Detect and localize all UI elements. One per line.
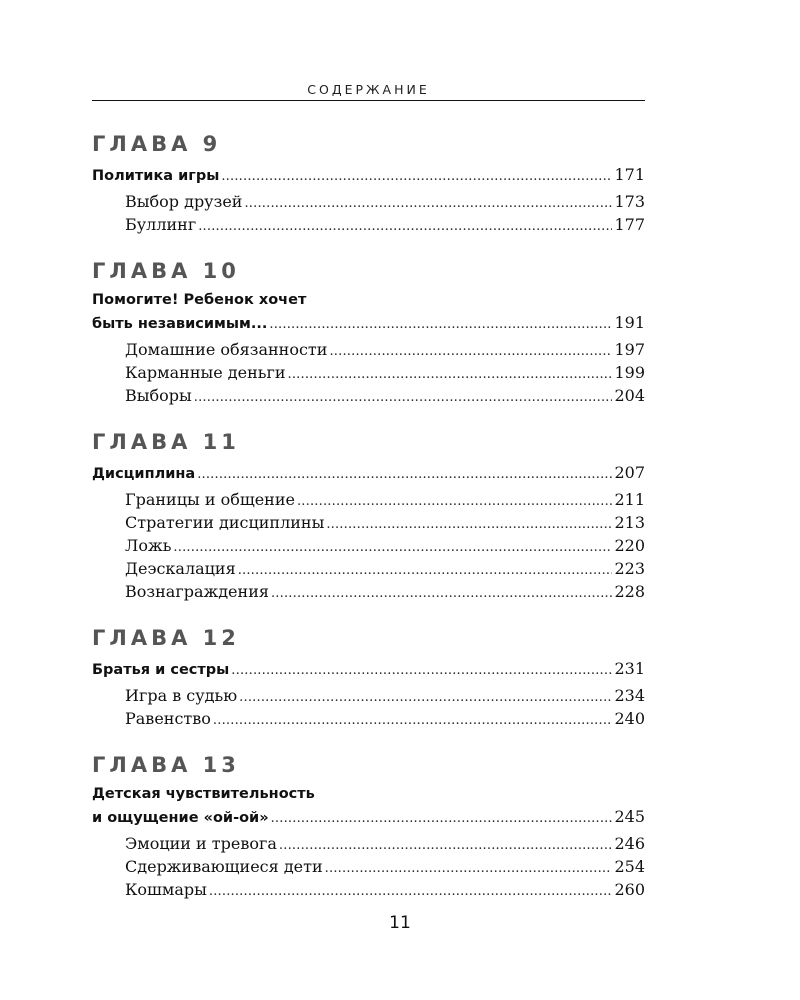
entry-page-number: 260 xyxy=(614,880,645,899)
entry-title: Деэскалация xyxy=(125,559,236,578)
entry-title: Домашние обязанности xyxy=(125,340,328,359)
entry-page-number: 231 xyxy=(614,659,645,678)
entry-page-number: 223 xyxy=(614,559,645,578)
entry-title: Братья и сестры xyxy=(92,662,230,678)
dot-leader xyxy=(173,536,612,559)
entry-page-number: 246 xyxy=(614,834,645,853)
dot-leader xyxy=(194,386,613,409)
toc-main-entry[interactable] xyxy=(92,311,645,335)
running-head: СОДЕРЖАНИЕ xyxy=(307,82,430,97)
entry-page-number: 197 xyxy=(614,340,645,359)
chapter-heading-line: Помогите! Ребенок хочет xyxy=(92,292,307,308)
toc-sub-entry[interactable] xyxy=(92,855,645,878)
entry-page-number: 177 xyxy=(614,215,645,234)
toc-sub-entry[interactable] xyxy=(92,684,645,707)
entry-title: Буллинг xyxy=(125,215,197,234)
dot-leader xyxy=(288,363,613,386)
entry-title: Сдерживающиеся дети xyxy=(125,857,323,876)
table-of-contents xyxy=(92,131,645,901)
dot-leader xyxy=(271,807,613,831)
dot-leader xyxy=(239,686,612,709)
entry-title: Ложь xyxy=(125,536,172,555)
entry-page-number: 254 xyxy=(614,857,645,876)
toc-sub-entry[interactable] xyxy=(92,213,645,236)
toc-sub-entry[interactable] xyxy=(92,878,645,901)
chapter-title: ГЛАВА 12 xyxy=(92,626,240,650)
entry-title: Выборы xyxy=(125,386,192,405)
dot-leader xyxy=(329,340,612,363)
page-number: 11 xyxy=(389,913,411,933)
chapter-section xyxy=(92,752,645,901)
entry-title: Границы и общение xyxy=(125,490,295,509)
toc-sub-entry[interactable] xyxy=(92,832,645,855)
entry-page-number: 204 xyxy=(614,386,645,405)
chapter-heading-line: Детская чувствительность xyxy=(92,786,315,802)
chapter-title: ГЛАВА 11 xyxy=(92,430,240,454)
chapter-section xyxy=(92,429,645,603)
dot-leader xyxy=(231,659,612,683)
toc-main-entry[interactable] xyxy=(92,163,645,187)
entry-page-number: 228 xyxy=(614,582,645,601)
entry-title: Дисциплина xyxy=(92,466,196,482)
toc-sub-entry[interactable] xyxy=(92,534,645,557)
entry-title: Игра в судью xyxy=(125,686,238,705)
toc-sub-entry[interactable] xyxy=(92,488,645,511)
entry-page-number: 191 xyxy=(614,313,645,332)
entry-page-number: 171 xyxy=(614,165,645,184)
chapter-title: ГЛАВА 9 xyxy=(92,132,222,156)
chapter-title: ГЛАВА 10 xyxy=(92,259,240,283)
entry-page-number: 199 xyxy=(614,363,645,382)
toc-sub-entry[interactable] xyxy=(92,338,645,361)
toc-sub-entry[interactable] xyxy=(92,707,645,730)
dot-leader xyxy=(198,215,612,238)
dot-leader xyxy=(197,463,612,487)
chapter-section xyxy=(92,258,645,407)
dot-leader xyxy=(213,709,613,732)
entry-title: Кошмары xyxy=(125,880,207,899)
entry-title: Вознаграждения xyxy=(125,582,269,601)
dot-leader xyxy=(269,313,612,337)
dot-leader xyxy=(297,490,612,513)
dot-leader xyxy=(209,880,613,903)
entry-page-number: 240 xyxy=(614,709,645,728)
entry-title: Эмоции и тревога xyxy=(125,834,277,853)
dot-leader xyxy=(326,513,612,536)
dot-leader xyxy=(271,582,613,605)
chapter-title: ГЛАВА 13 xyxy=(92,753,240,777)
entry-page-number: 173 xyxy=(614,192,645,211)
entry-title: и ощущение «ой-ой» xyxy=(92,810,269,826)
header-rule xyxy=(92,100,645,101)
dot-leader xyxy=(325,857,613,880)
toc-main-entry[interactable] xyxy=(92,461,645,485)
entry-title: Равенство xyxy=(125,709,211,728)
entry-page-number: 220 xyxy=(614,536,645,555)
entry-page-number: 207 xyxy=(614,463,645,482)
toc-sub-entry[interactable] xyxy=(92,361,645,384)
toc-main-entry[interactable] xyxy=(92,805,645,829)
chapter-section xyxy=(92,625,645,730)
dot-leader xyxy=(279,834,613,857)
toc-sub-entry[interactable] xyxy=(92,511,645,534)
entry-page-number: 234 xyxy=(614,686,645,705)
dot-leader xyxy=(221,165,612,189)
dot-leader xyxy=(244,192,612,215)
chapter-section xyxy=(92,131,645,236)
toc-sub-entry[interactable] xyxy=(92,580,645,603)
entry-page-number: 213 xyxy=(614,513,645,532)
entry-title: быть независимым... xyxy=(92,316,268,332)
toc-main-entry[interactable] xyxy=(92,657,645,681)
entry-page-number: 211 xyxy=(614,490,645,509)
dot-leader xyxy=(238,559,613,582)
entry-title: Карманные деньги xyxy=(125,363,286,382)
entry-page-number: 245 xyxy=(614,807,645,826)
entry-title: Стратегии дисциплины xyxy=(125,513,325,532)
toc-sub-entry[interactable] xyxy=(92,190,645,213)
toc-sub-entry[interactable] xyxy=(92,557,645,580)
entry-title: Политика игры xyxy=(92,168,220,184)
toc-page xyxy=(92,80,645,901)
entry-title: Выбор друзей xyxy=(125,192,243,211)
toc-sub-entry[interactable] xyxy=(92,384,645,407)
